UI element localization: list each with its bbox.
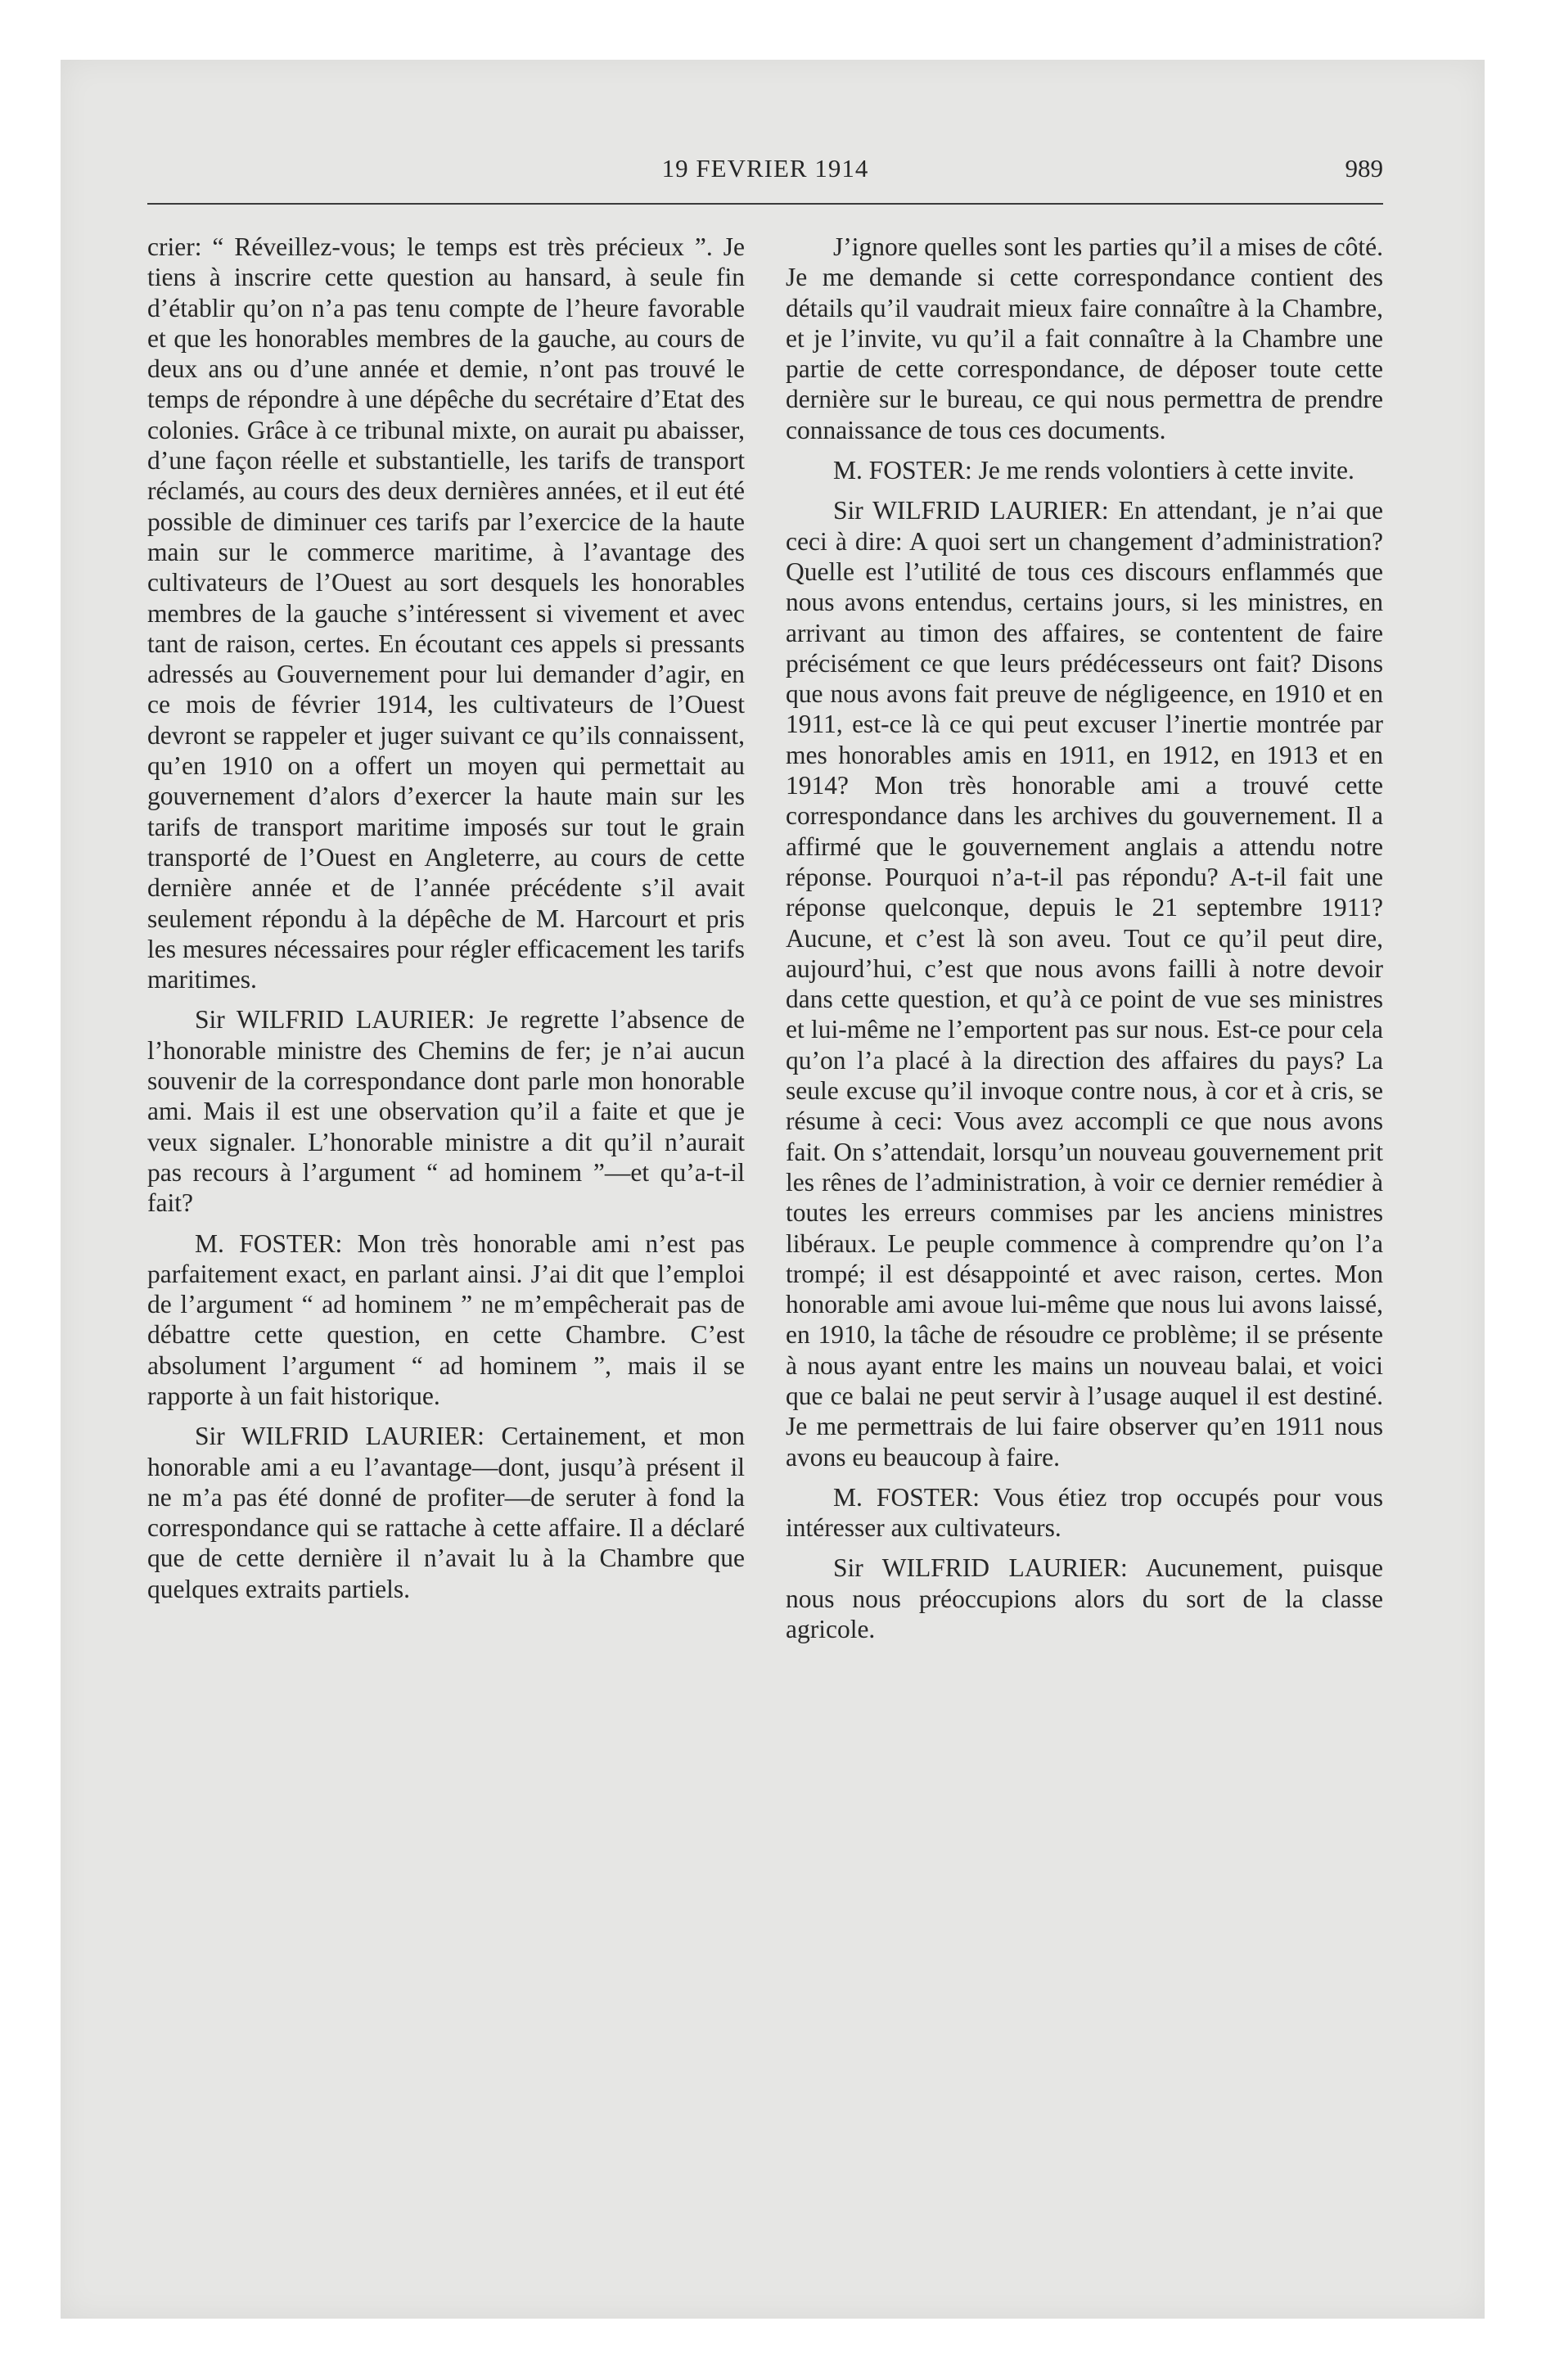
right-paragraph-3: Sir WILFRID LAURIER: En attendant, je n’ai que ceci à dire: A quoi sert un changement d’administration? Quelle est l’utilité de tous ces discours enflammés que nous avons entendus, certains jours, si les ministres, en arrivant au timon des affaires, se contentent de faire précisément ce que leurs prédécesseurs ont fait? Disons que nous avons fait preuve de négligeence, en 1910 et en 1911, est-ce là ce qui peut excuser l’inertie montrée par mes honorables amis en 1911, en 1912, en 1913 et en 1914? Mon très honorable ami a trouvé cette correspondance dans les archives du gouvernement. Il a affirmé que le gouvernement anglais a attendu notre réponse. Pourquoi n’a-t-il pas répondu? A-t-il fait une réponse quelconque, depuis le 21 septembre 1911? Aucune, et c’est là son aveu. Tout ce qu’il peut dire, aujourd’hui, c’est que nous avons failli à notre devoir dans cette question, et qu’à ce point de vue ses ministres et lui-même ne l’emportent pas sur nous. Est-ce pour cela qu’on l’a placé à la direction des affaires du pays? La seule excuse qu’il invoque contre nous, à cor et à cris, se résume à ceci: Vous avez accompli ce que nous avons fait. On s’attendait, lorsqu’un nouveau gouvernement prit les rênes de l’administration, à voir ce dernier remédier à toutes les erreurs commises par les anciens ministres libéraux. Le peuple commence à comprendre qu’on l’a trompé; il est désappointé et avec raison, certes. Mon honorable ami avoue lui-même que nous lui avons laissé, en 1910, la tâche de résoudre ce problème; il se présente à nous ayant entre les mains un nouveau balai, et voici que ce balai ne peut servir à l’usage auquel il est destiné. Je me permettrais de lui faire observer qu’en 1911 nous avons eu beaucoup à faire. <box>786 496 1383 1472</box>
header-rule <box>147 203 1383 205</box>
right-paragraph-2: M. FOSTER: Je me rends volontiers à cette invite. <box>833 456 1354 485</box>
journal-page <box>147 144 1383 2108</box>
right-paragraph-5: Sir WILFRID LAURIER: Aucunement, puisque nous nous préoccupions alors du sort de la classe agricole. <box>786 1553 1383 1644</box>
running-header <box>147 154 1383 190</box>
right-paragraph-1: J’ignore quelles sont les parties qu’il a mises de côté. Je me demande si cette correspondance contient des détails qu’il vaudrait mieux faire connaître à la Chambre, et je l’invite, vu qu’il a fait connaître à la Chambre une partie de cette correspondance, de déposer toute cette dernière sur le bureau, ce qui nous permettra de prendre connaissance de tous ces documents. <box>786 232 1383 444</box>
right-paragraph-4: M. FOSTER: Vous étiez trop occupés pour vous intéresser aux cultivateurs. <box>786 1482 1383 1543</box>
left-column <box>147 232 745 1604</box>
page-date: 19 FEVRIER 1914 <box>661 154 869 183</box>
right-column <box>786 232 1383 1644</box>
page-number: 989 <box>1345 154 1383 183</box>
left-paragraph-1: crier: “ Réveillez-vous; le temps est très précieux ”. Je tiens à inscrire cette question au hansard, à seule fin d’établir qu’on n’a pas tenu compte de l’heure favorable et que les honorables membres de la gauche, au cours de deux ans ou d’une année et demie, n’ont pas trouvé le temps de répondre à une dépêche du secrétaire d’Etat des colonies. Grâce à ce tribunal mixte, on aurait pu abaisser, d’une façon réelle et substantielle, les tarifs de transport réclamés, au cours des deux dernières années, et il eut été possible de diminuer ces tarifs par l’exercice de la haute main sur le commerce maritime, à l’avantage des cultivateurs de l’Ouest au sort desquels les honorables membres de la gauche s’intéressent si vivement et avec tant de raison, certes. En écoutant ces appels si pressants adressés au Gouvernement pour lui demander d’agir, en ce mois de février 1914, les cultivateurs de l’Ouest devront se rappeler et juger suivant ce qu’ils connaissent, qu’en 1910 on a offert un moyen qui permettait au gouvernement d’alors d’exercer la haute main sur les tarifs de transport maritime imposés sur tout le grain transporté de l’Ouest en Angleterre, au cours de cette dernière année et de l’année précédente s’il avait seulement répondu à la dépêche de M. Harcourt et pris les mesures nécessaires pour régler efficacement les tarifs maritimes. <box>147 232 745 994</box>
left-paragraph-4: Sir WILFRID LAURIER: Certainement, et mon honorable ami a eu l’avantage—dont, jusqu’à présent il ne m’a pas été donné de profiter—de seruter à fond la correspondance qui se rattache à cette affaire. Il a déclaré que de cette dernière il n’avait lu à la Chambre que quelques extraits partiels. <box>147 1422 745 1603</box>
left-paragraph-2: Sir WILFRID LAURIER: Je regrette l’absence de l’honorable ministre des Chemins de fer; je n’ai aucun souvenir de la correspondance dont parle mon honorable ami. Mais il est une observation qu’il a faite et que je veux signaler. L’honorable ministre a dit qu’il n’aurait pas recours à l’argument “ ad hominem ”—et qu’a-t-il fait? <box>147 1005 745 1218</box>
left-paragraph-3: M. FOSTER: Mon très honorable ami n’est pas parfaitement exact, en parlant ainsi. J’ai dit que l’emploi de l’argument “ ad hominem ” ne m’empêcherait pas de débattre cette question, en cette Chambre. C’est absolument l’argument “ ad hominem ”, mais il se rapporte à un fait historique. <box>147 1228 745 1410</box>
